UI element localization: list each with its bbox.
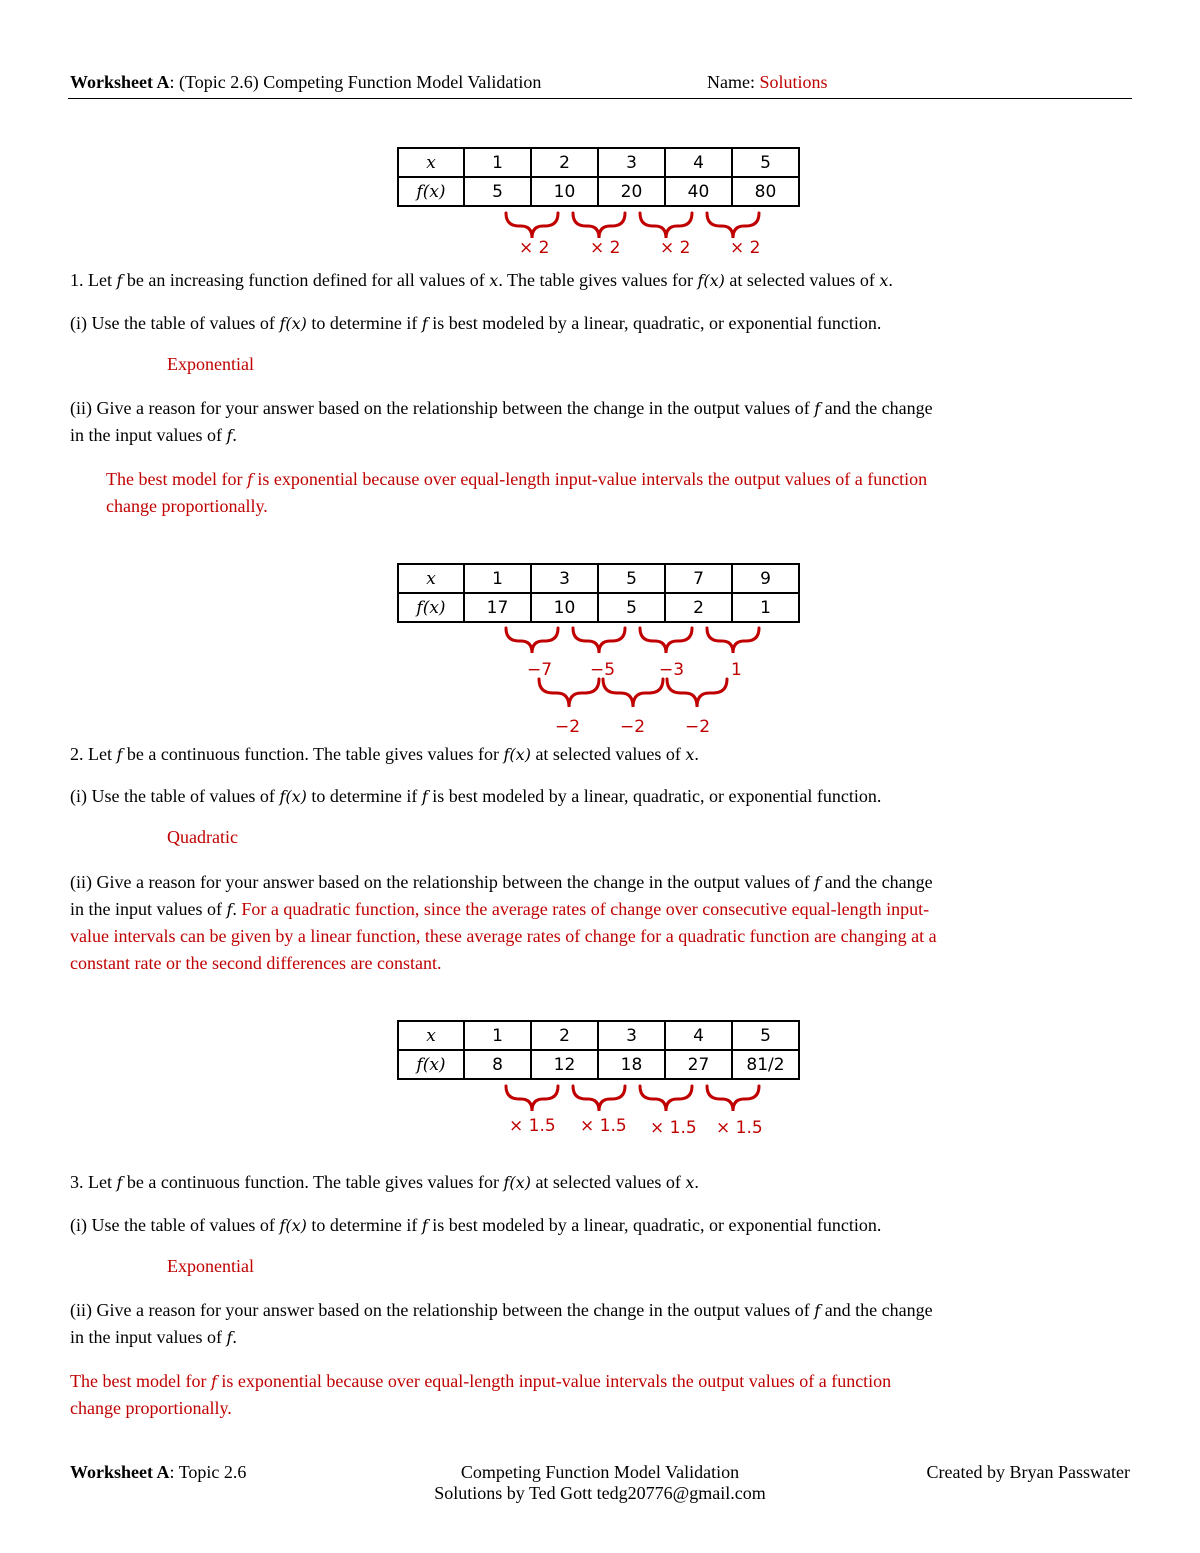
ratio-label: × 1.5 [509,1116,556,1136]
x-cell: 5 [598,564,665,593]
fx-cell: 18 [598,1050,665,1079]
fx-cell: 10 [531,593,598,622]
first-difference-label: −3 [659,660,685,680]
q1-part-ii: (ii) Give a reason for your answer based on the relationship between the change in the output values of f and the change in the input values of f. [70,398,933,445]
fx-header: f(x) [398,593,464,622]
q2-answer-ii: For a quadratic function, since the average rates of change over consecutive equal-length input- [241,899,930,919]
q3-part-i: (i) Use the table of values of f(x) to determine if f is best modeled by a linear, quadratic, or exponential function. [70,1215,882,1235]
footer-right: Created by Bryan Passwater [926,1462,1130,1482]
second-difference-label: −2 [620,717,646,737]
ratio-label: × 1.5 [580,1116,627,1136]
worksheet-title: Worksheet A: (Topic 2.6) Competing Function Model Validation [70,72,542,92]
x-cell: 5 [732,1021,799,1050]
x-cell: 1 [464,564,531,593]
fx-cell: 20 [598,177,665,206]
footer-center: Competing Function Model Validation Solutions by Ted Gott tedg20776@gmail.com [434,1462,766,1503]
fx-cell: 8 [464,1050,531,1079]
x-header: x [398,1021,464,1050]
q2-part-ii: (ii) Give a reason for your answer based on the relationship between the change in the output values of f and the change in the input values of f. For a quadratic function, since the average rates of change over consecutive equal-length input- value intervals can be given by a linear function, these average rates of change for a quadratic function are changing at a constant rate or the second differences are constant. [70,872,937,973]
q3-answer-ii: The best model for f is exponential because over equal-length input-value intervals the output values of a function change proportionally. [70,1371,892,1418]
q1-prompt: 1. Let f be an increasing function defined for all values of x. The table gives values for f(x) at selected values of x. [70,270,893,290]
fx-cell: 81/2 [732,1050,799,1079]
fx-cell: 10 [531,177,598,206]
footer-left: Worksheet A: Topic 2.6 [70,1462,247,1482]
q1-answer-i: Exponential [167,354,254,374]
x-cell: 9 [732,564,799,593]
first-difference-label: 1 [731,660,742,680]
fx-cell: 40 [665,177,732,206]
q3-answer-i: Exponential [167,1256,254,1276]
ratio-label: × 2 [660,238,691,258]
second-difference-label: −2 [555,717,581,737]
x-cell: 5 [732,148,799,177]
fx-cell: 5 [598,593,665,622]
q2-answer-i: Quadratic [167,827,238,847]
fx-cell: 80 [732,177,799,206]
x-cell: 7 [665,564,732,593]
x-cell: 2 [531,148,598,177]
fx-cell: 1 [732,593,799,622]
ratio-label: × 1.5 [716,1118,763,1138]
q2-part-i: (i) Use the table of values of f(x) to determine if f is best modeled by a linear, quadratic, or exponential function. [70,786,882,806]
fx-cell: 12 [531,1050,598,1079]
x-cell: 1 [464,148,531,177]
fx-cell: 5 [464,177,531,206]
q1-answer-ii: The best model for f is exponential because over equal-length input-value intervals the output values of a function change proportionally. [106,469,928,516]
fx-cell: 2 [665,593,732,622]
fx-cell: 17 [464,593,531,622]
x-cell: 1 [464,1021,531,1050]
first-difference-label: −5 [590,660,616,680]
ratio-label: × 2 [590,238,621,258]
x-cell: 4 [665,1021,732,1050]
x-cell: 2 [531,1021,598,1050]
name-field: Name: Solutions [707,72,828,92]
ratio-label: × 2 [730,238,761,258]
x-cell: 3 [598,148,665,177]
q3-part-ii: (ii) Give a reason for your answer based on the relationship between the change in the output values of f and the change in the input values of f. [70,1300,933,1347]
fx-header: f(x) [398,1050,464,1079]
second-difference-label: −2 [685,717,711,737]
x-cell: 3 [598,1021,665,1050]
ratio-label: × 1.5 [650,1118,697,1138]
ratio-label: × 2 [519,238,550,258]
q1-part-i: (i) Use the table of values of f(x) to determine if f is best modeled by a linear, quadratic, or exponential function. [70,313,882,333]
x-cell: 4 [665,148,732,177]
q3-prompt: 3. Let f be a continuous function. The table gives values for f(x) at selected values of x. [70,1172,699,1192]
q2-prompt: 2. Let f be a continuous function. The table gives values for f(x) at selected values of x. [70,744,699,764]
first-difference-label: −7 [527,660,553,680]
fx-header: f(x) [398,177,464,206]
x-header: x [398,564,464,593]
fx-cell: 27 [665,1050,732,1079]
x-cell: 3 [531,564,598,593]
x-header: x [398,148,464,177]
